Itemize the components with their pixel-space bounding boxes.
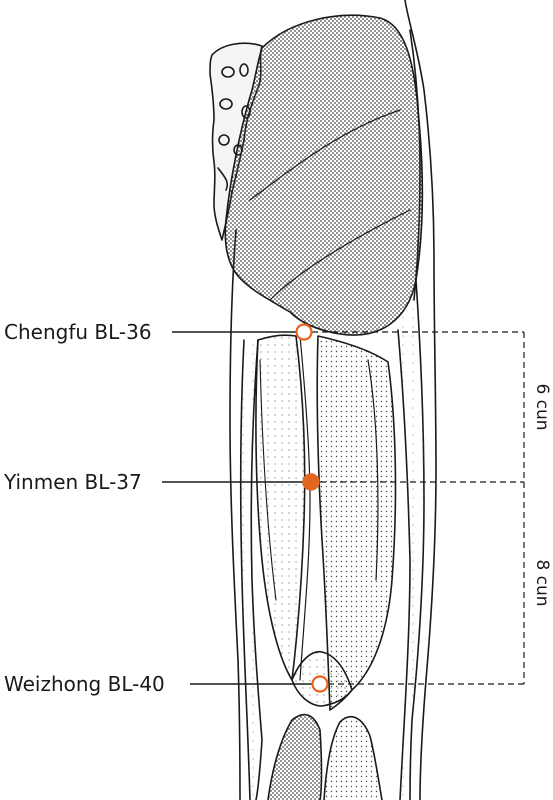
point-label-bl40: Weizhong BL-40 xyxy=(4,672,165,696)
gastrocnemius-medial-head xyxy=(268,715,322,800)
gastrocnemius-lateral-head xyxy=(324,717,382,800)
outer-contour-left xyxy=(230,230,240,800)
measure-label-upper: 6 cun xyxy=(532,383,552,431)
point-label-bl36: Chengfu BL-36 xyxy=(4,320,152,344)
acupoint-marker-bl40 xyxy=(313,677,328,692)
acupoint-marker-bl36 xyxy=(297,325,312,340)
semitendinosus xyxy=(256,335,305,680)
point-label-bl37: Yinmen BL-37 xyxy=(4,470,142,494)
measure-label-lower: 8 cun xyxy=(532,559,552,607)
acupoint-marker-bl37 xyxy=(303,474,319,490)
